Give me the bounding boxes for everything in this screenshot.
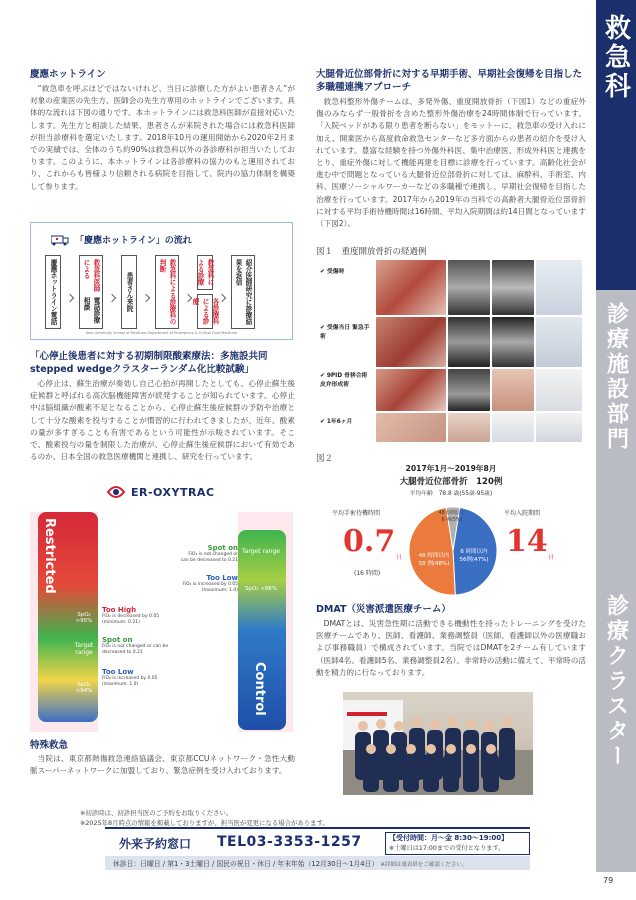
closed-days: 休診日：日曜日 / 第1・3土曜日 / 国民の祝日・休日 / 年末年始（12月30日〜1月4日） ※詳細は裏表紙をご確認ください。 xyxy=(105,856,530,870)
restricted-label: Restricted xyxy=(42,518,57,594)
flow-step-4: 救急科による診療科の判断 xyxy=(155,255,179,329)
footnotes xyxy=(80,808,329,828)
flow-step-3: 患者さん来院 xyxy=(121,255,137,329)
avg-wait-unit: 日 xyxy=(396,554,403,561)
dmat-team-photo xyxy=(343,692,533,795)
fig1-stage-4: ✔ 1年6ヶ月 xyxy=(320,419,353,425)
hotline-body xyxy=(30,83,295,193)
photo-graft xyxy=(376,369,446,411)
dmat-paragraph: DMATとは、災害急性期に活動できる機動性を持ったトレーニングを受けた医療チームであり、医師、看護師、業務調整員（医師、看護師以外の医療職および事務職員）で構成されています。当院ではDMATを2チーム有しています（医師4名、看護師5名、業務調整員2名）。非常時の活動に備えて、平常時の活動を精力的に行なっております。 xyxy=(316,619,586,677)
oxy-note-spot-on-bottom: Spot on FiO₂ is not changed or can be decreased to 0.21 xyxy=(102,636,169,655)
photo-healed xyxy=(376,413,446,442)
flow-footer: Keio University School of Medicine Department of Emergency & Critical Care Medicine xyxy=(86,331,237,335)
fracture-section xyxy=(316,68,586,230)
dmat-title: DMAT（災害派遣医療チーム） xyxy=(316,604,451,615)
avg-wait-value: 0.7 xyxy=(343,524,396,559)
xray-7 xyxy=(448,369,490,411)
spo2-r-top: SpO₂ >95% xyxy=(75,612,93,624)
xray-4 xyxy=(448,317,490,367)
oxytrac-logo-icon xyxy=(106,484,126,500)
fracture-paragraph: 救急科整形外傷チームは、多発外傷、重度開放骨折（下図1）などの重症外傷のみならず一般骨折を含めた整形外傷治療を24時間体制で行っています。「入院ベッドがある限り患者を断らない」をモットーに、救急車の受け入れに加え、開業医から高度救命救急センターなど多方面からの患者の紹介を受け入れています。豊富な経験を持つ外傷外科医、集中治療医、形成外科医と連携をとり、重症外傷に対して機能再建を目標に診療を行っています。高齢化社会が進む中で問題となっている大腿骨近位部骨折に対しては、麻酔科、手術室、内科、医療ソーシャルワーカーなどの多職種で連携し、早期社会復帰を目指した治療を行っています。2017年から2019年の当科での高齢者大腿骨近位部骨折に対する平均手術待機時間は16時間、平均入院期間は約14日間となっています（下図2）。 xyxy=(316,97,586,229)
control-label: Control xyxy=(252,662,267,716)
trial-title: 「心停止後患者に対する初期制限酸素療法：多施設共同stepped wedgeクラスターランダム化比較試験」 xyxy=(30,351,268,375)
fig2-left-caption: 平均手術待機時間 xyxy=(332,510,381,517)
photo-surgery xyxy=(376,317,446,367)
special-title: 特殊救急 xyxy=(30,740,69,751)
contact-bar xyxy=(105,827,530,855)
trial-paragraph: 心停止は、蘇生治療が奏効し自己心拍が再開したとしても、心停止蘇生後症候群と呼ばれる高次脳機能障害が続発することが知られています。心停止中は脳組織が酸素不足となることから、心停止蘇生後症候群の予防や治療として十分な酸素を投与することが慣習的に行われてきましたが、近年、酸素の量が多すぎることも有害であるという可能性が示唆されています。そこで、酸素投与の量を制限した治療が、心停止蘇生後症候群において有効であるのか、日本全国の救急医療機関と連携し、研究を行っています。 xyxy=(30,379,295,462)
xray-3 xyxy=(536,260,582,315)
avg-stay-value: 14 xyxy=(506,524,548,559)
fig1-stage-2: ✔ 受傷当日 緊急手術 xyxy=(320,325,370,340)
fig1-stage-1: ✔ 受傷時 xyxy=(320,269,345,275)
flow-step-2: 救急科医師による 電話診療相談 xyxy=(79,255,103,329)
hotline-title: 慶應ホットライン xyxy=(30,69,106,80)
dmat-section xyxy=(316,603,586,679)
spo2-c-top: SpO₂ <98% xyxy=(244,586,278,592)
contact-tel[interactable]: TEL03-3353-1257 xyxy=(217,834,362,850)
dmat-body xyxy=(316,618,586,679)
flow-step-5b: 各診療科による診療 xyxy=(197,294,213,329)
oxy-note-too-low-top: Too Low FiO₂ is increased by 0.05 (maximum: 1.0) xyxy=(182,574,238,593)
xray-5 xyxy=(492,317,534,367)
side-tab-cluster[interactable] xyxy=(596,582,636,872)
photo-flap xyxy=(492,369,534,411)
fracture-body xyxy=(316,96,586,230)
hotline-section xyxy=(30,68,295,193)
side-tab-label: 救急科 xyxy=(600,14,631,101)
trial-section xyxy=(30,350,295,463)
oxy-note-too-low-bottom: Too Low FiO₂ is increased by 0.05 (maximum: 1.0) xyxy=(102,668,158,687)
xray-6 xyxy=(536,317,582,367)
oxy-note-spot-on-top: Spot on FiO₂ is not changed or can be decreased to 0.21 xyxy=(180,544,238,563)
photo-leg xyxy=(448,413,490,442)
xray-2 xyxy=(492,260,534,315)
page-number: 79 xyxy=(603,876,614,885)
oxytrac-logo xyxy=(106,484,215,500)
side-tab-emergency[interactable] xyxy=(596,0,636,290)
hotline-paragraph: “救急車を呼ぶほどではないけれど、当日に診療した方がよい患者さん”が対象の産業医の先生方、医師会の先生方専用のホットラインでございます。具体的な流れは下図の通りです。本ホットラインには救急科医師が直接対応いたします。先生方と相談した結果、患者さんが来院された場合には救急科医師が担当診療科を選定いたします。2018年10月の運用開始から2020年2月までの実績では、全体のうち約90%は救急科以外の各診療科が担当いたしております。このように、本ホットラインは各診療科の協力のもと運用されており、これからも皆様より信頼される病院を目指して、院内の協力体制を構築して参ります。 xyxy=(30,84,295,191)
avg-wait-sub: (16 時間) xyxy=(354,570,381,577)
photo-walking-1 xyxy=(492,413,534,442)
fig2-right-caption: 平均入院期間 xyxy=(504,510,541,517)
flow-step-1: 慶應ホットライン電話 xyxy=(45,255,61,329)
special-section xyxy=(30,739,295,777)
footnote-2: ※2025年8月時点の情報を掲載しておりますが、担当医が変更になる場合があります。 xyxy=(80,819,329,827)
oxy-note-too-high: Too High FiO₂ is decreased by 0.05 (minimum: 0.21) xyxy=(102,606,160,625)
special-body xyxy=(30,753,295,777)
arrow-right-icon xyxy=(66,294,74,302)
footnote-1: ※初診時は、初診担当医のご予約をお取りください。 xyxy=(80,809,233,817)
contact-hours: 【受付時間：月〜金 8:30〜19:00】 ※土曜日は17:00までの受付となります。 xyxy=(385,832,530,855)
avg-stay-unit: 日 xyxy=(548,554,555,561)
pie-label-orange: 48 時間以内 58 例(48%) xyxy=(418,553,450,567)
side-tab-label: 診療施設部門 xyxy=(603,302,629,452)
xray-1 xyxy=(448,260,490,315)
contact-label: 外来予約窓口 xyxy=(119,837,192,851)
target-range-c: Target range xyxy=(242,548,280,555)
special-paragraph: 当院は、東京都熱傷救急連絡協議会、東京都CCUネットワーク・急性大動脈スーパーネットワークに加盟しており、緊急症例を受け入れております。 xyxy=(30,754,295,776)
fracture-title: 大腿骨近位部骨折に対する早期手術、早期社会復帰を目指した多職種連携アプローチ xyxy=(316,69,583,93)
fig2-avg-age: 平均年齢 78.8 歳(55歳-95歳) xyxy=(409,491,493,497)
flow-title: 「慶應ホットライン」の流れ xyxy=(75,236,192,246)
fig2-title: 2017年1月〜2019年8月 xyxy=(405,464,497,473)
fig2-label: 図２ xyxy=(316,454,334,464)
pie-label-gray: 48 時間以上 6 例(5%) xyxy=(438,511,466,523)
trial-body xyxy=(30,378,295,463)
arrow-right-icon xyxy=(108,294,116,302)
side-tab-label: 診療クラスター xyxy=(603,594,629,769)
spo2-r-bottom: SpO₂ <94% xyxy=(75,682,93,694)
flow-step-5a: 救急科による診療 xyxy=(197,255,213,290)
side-tab-facility[interactable] xyxy=(596,290,636,582)
arrow-right-icon xyxy=(142,294,150,302)
photo-walking-2 xyxy=(536,413,582,442)
ambulance-icon xyxy=(51,234,69,246)
fig1-photo-panel xyxy=(316,260,586,442)
fig2-subtitle: 大腿骨近位部骨折 120例 xyxy=(399,477,503,487)
photo-injury xyxy=(376,260,446,315)
hotline-flow-diagram xyxy=(30,222,293,340)
oxytrac-logo-text: ER-OXYTRAC xyxy=(131,485,215,499)
pie-label-blue: 6 時間以内 56例(47%) xyxy=(459,549,489,563)
flow-step-6: 紹介医師研究に診療結果を返信 xyxy=(231,255,255,329)
photo-recovery-1 xyxy=(536,369,582,411)
oxytrac-graphic xyxy=(30,512,293,732)
fig1-stage-3: ✔ 9PID 骨移合術 皮弁形成術 xyxy=(320,373,368,388)
target-range-r: Target range xyxy=(74,642,94,656)
fig1-label: 図１ 重度開放骨折の経過例 xyxy=(316,247,427,257)
